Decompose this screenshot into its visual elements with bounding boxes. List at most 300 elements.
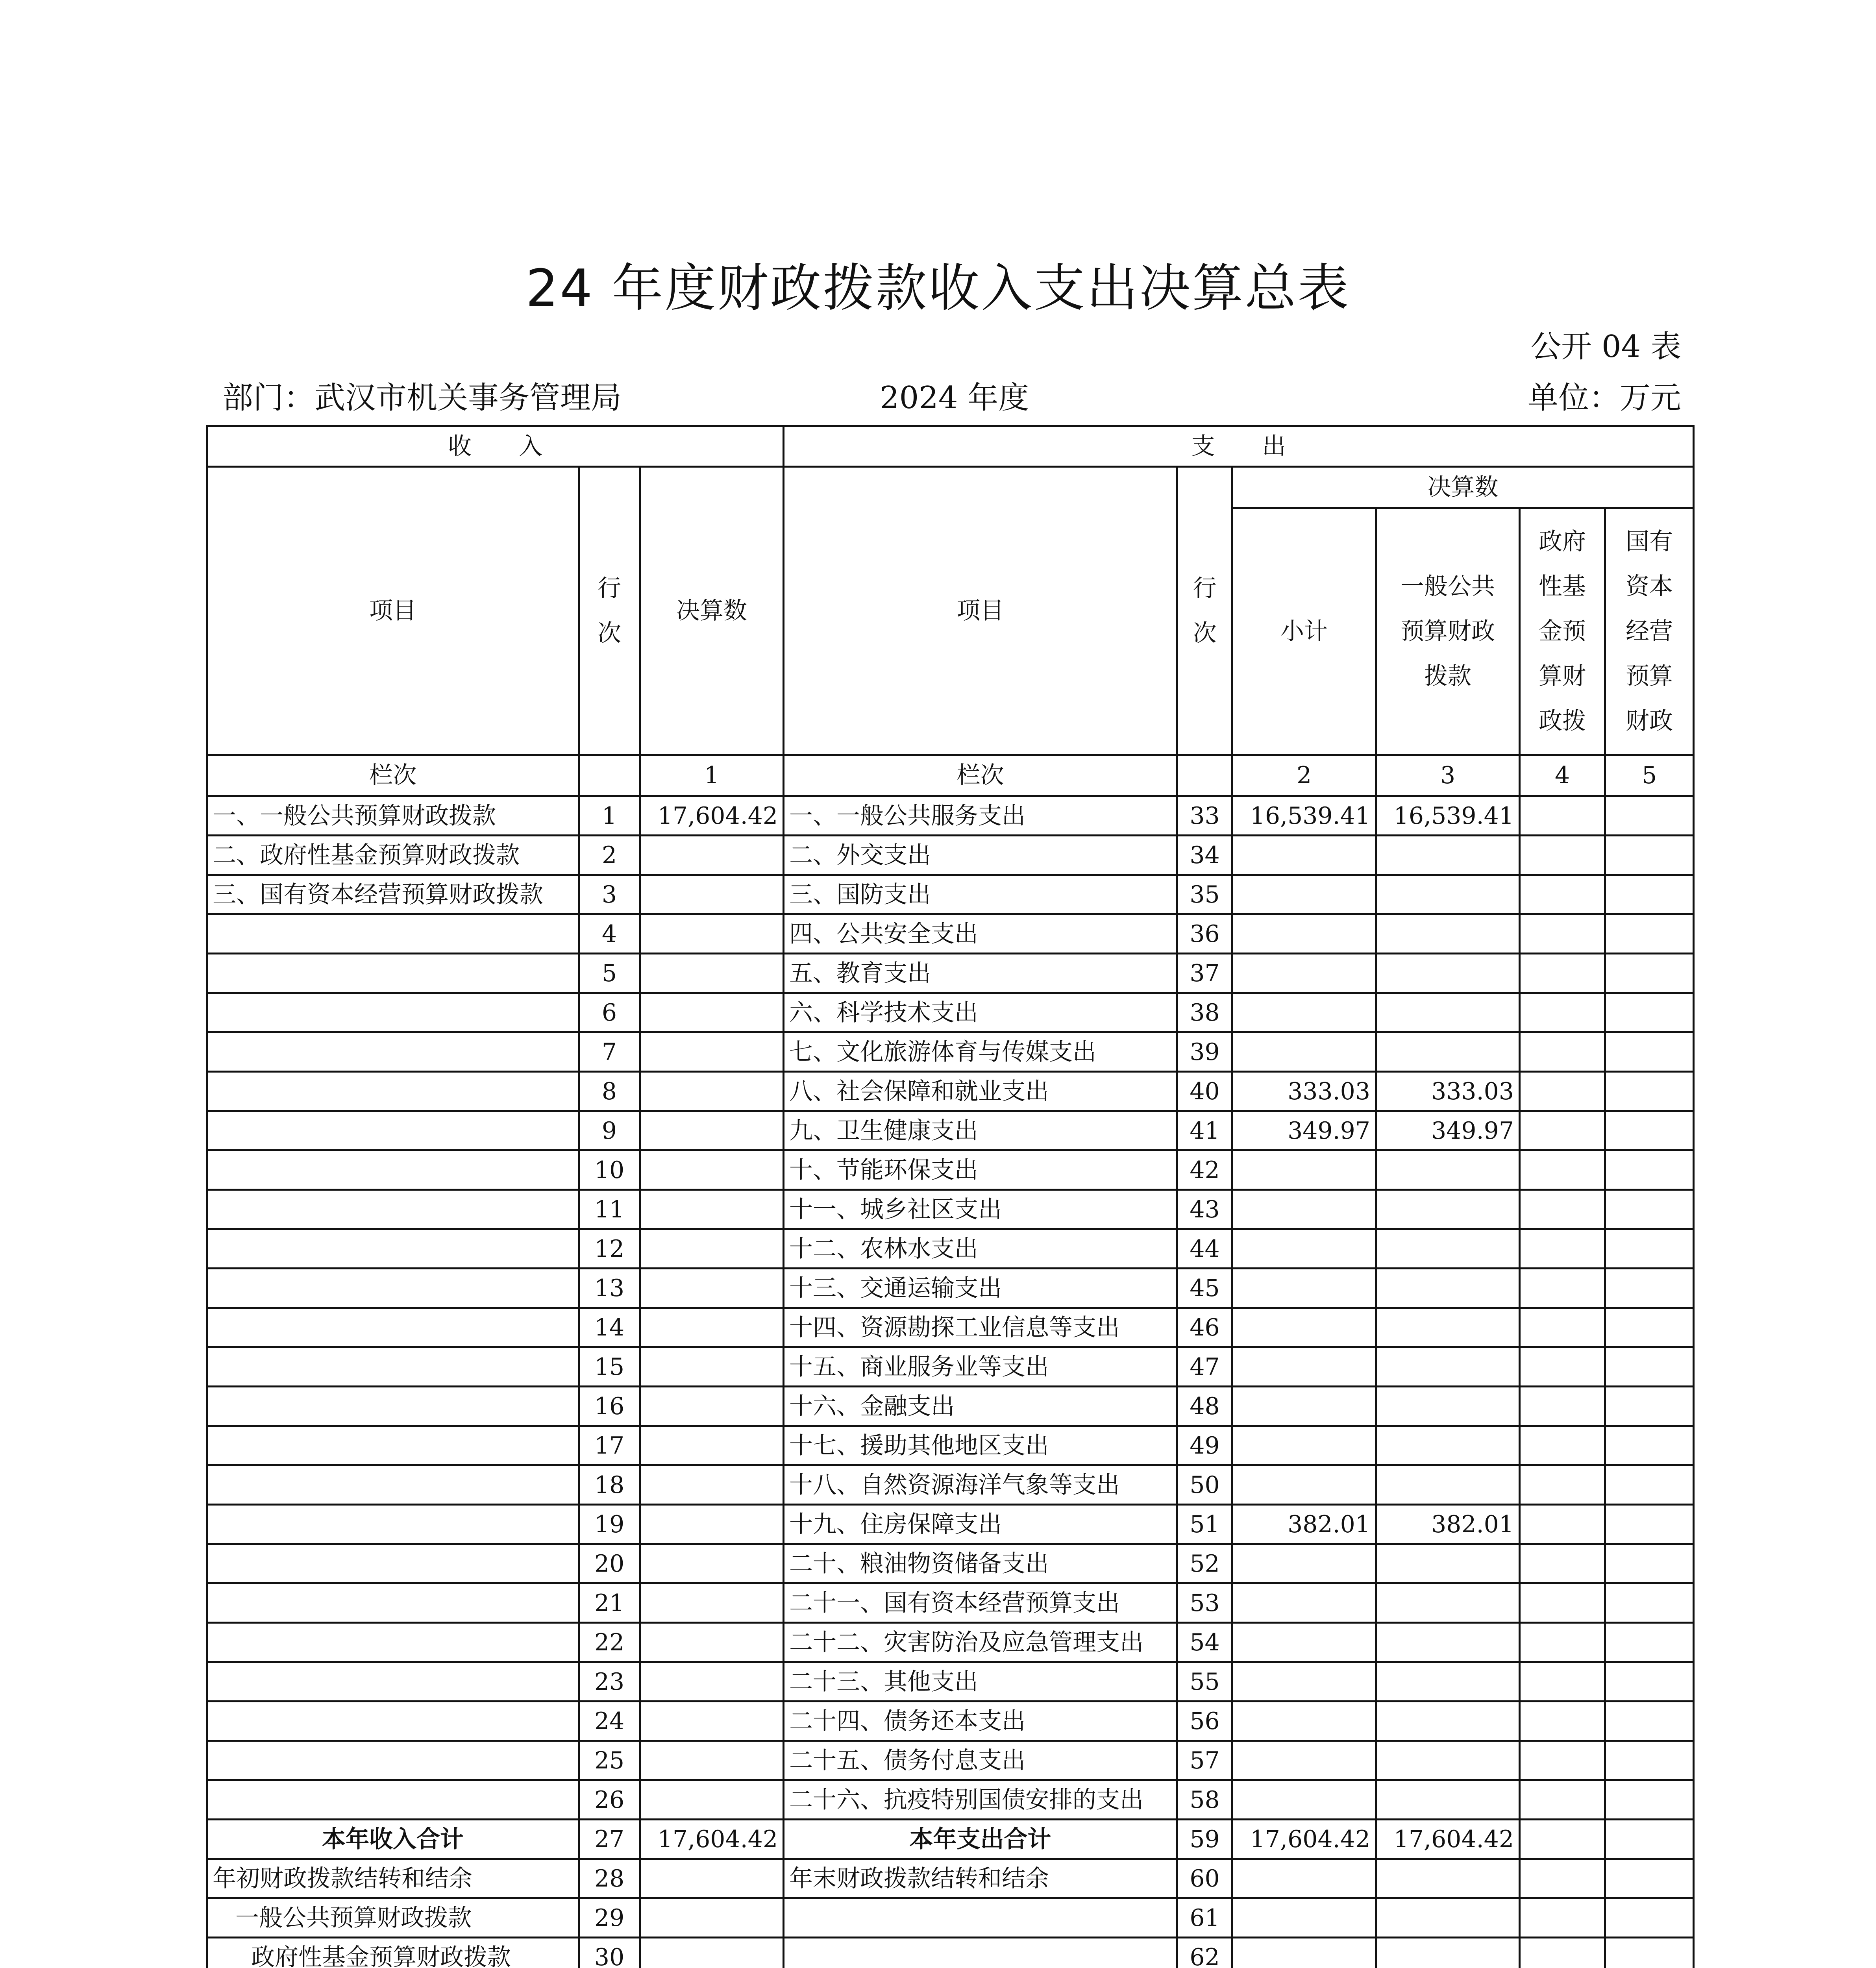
table-row bbox=[207, 1190, 1694, 1229]
expense-subtotal bbox=[1232, 1780, 1376, 1820]
expense-item: 十九、住房保障支出 bbox=[784, 1505, 1177, 1544]
blank-cell bbox=[1177, 755, 1232, 796]
expense-subtotal bbox=[1232, 836, 1376, 875]
expense-item: 十六、金融支出 bbox=[784, 1387, 1177, 1426]
expense-fund-budget bbox=[1520, 1308, 1605, 1347]
expense-fund-budget bbox=[1520, 1426, 1605, 1465]
expense-item: 三、国防支出 bbox=[784, 875, 1177, 914]
expense-fund-budget bbox=[1520, 836, 1605, 875]
expense-subtotal bbox=[1232, 1426, 1376, 1465]
income-row-no-header: 行 次 bbox=[579, 467, 640, 755]
blank-cell bbox=[640, 1898, 784, 1938]
expense-subtotal: 333.03 bbox=[1232, 1072, 1376, 1111]
income-amount bbox=[640, 1347, 784, 1387]
expense-state-capital bbox=[1605, 1229, 1694, 1269]
expense-item: 二十四、债务还本支出 bbox=[784, 1702, 1177, 1741]
income-row-no: 22 bbox=[579, 1623, 640, 1662]
income-item bbox=[207, 1229, 579, 1269]
income-row-no: 23 bbox=[579, 1662, 640, 1702]
expense-general-budget bbox=[1376, 1662, 1520, 1702]
expense-state-capital bbox=[1605, 1072, 1694, 1111]
expense-subtotal bbox=[1232, 875, 1376, 914]
expense-total-label: 本年支出合计 bbox=[784, 1820, 1177, 1859]
income-item bbox=[207, 1387, 579, 1426]
income-item bbox=[207, 1032, 579, 1072]
expense-row-no: 55 bbox=[1177, 1662, 1232, 1702]
expense-row-no: 54 bbox=[1177, 1623, 1232, 1662]
income-item bbox=[207, 1662, 579, 1702]
expense-row-no: 58 bbox=[1177, 1780, 1232, 1820]
expense-subtotal bbox=[1232, 1583, 1376, 1623]
expense-state-capital bbox=[1605, 796, 1694, 836]
subtotal-header: 小计 bbox=[1232, 508, 1376, 755]
expense-item: 十一、城乡社区支出 bbox=[784, 1190, 1177, 1229]
income-item bbox=[207, 1308, 579, 1347]
expense-row-no: 56 bbox=[1177, 1702, 1232, 1741]
expense-row-no: 51 bbox=[1177, 1505, 1232, 1544]
expense-state-capital bbox=[1605, 875, 1694, 914]
col-index-3: 3 bbox=[1376, 755, 1520, 796]
expense-subtotal bbox=[1232, 1387, 1376, 1426]
income-amount bbox=[640, 1544, 784, 1583]
expense-general-budget bbox=[1376, 1780, 1520, 1820]
income-row-no: 18 bbox=[579, 1465, 640, 1505]
expense-subtotal bbox=[1232, 1662, 1376, 1702]
expense-row-no: 41 bbox=[1177, 1111, 1232, 1150]
blank-cell bbox=[579, 755, 640, 796]
income-amount bbox=[640, 1662, 784, 1702]
expense-general-budget: 349.97 bbox=[1376, 1111, 1520, 1150]
carry-fund-out-no: 62 bbox=[1177, 1938, 1232, 1968]
expense-row-no: 44 bbox=[1177, 1229, 1232, 1269]
current-year-total-row bbox=[207, 1820, 1694, 1859]
expense-general-budget bbox=[1376, 1150, 1520, 1190]
income-row-no: 13 bbox=[579, 1269, 640, 1308]
expense-state-capital bbox=[1605, 1387, 1694, 1426]
income-amount bbox=[640, 1623, 784, 1662]
expense-fund-budget bbox=[1520, 914, 1605, 954]
expense-item: 十八、自然资源海洋气象等支出 bbox=[784, 1465, 1177, 1505]
carry-general-out-no: 61 bbox=[1177, 1898, 1232, 1938]
col-index-2: 2 bbox=[1232, 755, 1376, 796]
table-row bbox=[207, 1229, 1694, 1269]
income-total-amount: 17,604.42 bbox=[640, 1820, 784, 1859]
income-amount bbox=[640, 993, 784, 1032]
blank-cell bbox=[1605, 1898, 1694, 1938]
expense-row-no: 42 bbox=[1177, 1150, 1232, 1190]
expense-fund-budget bbox=[1520, 954, 1605, 993]
expense-fund-budget bbox=[1520, 1780, 1605, 1820]
blank-cell bbox=[1376, 1938, 1520, 1968]
expense-row-no: 38 bbox=[1177, 993, 1232, 1032]
expense-row-no: 45 bbox=[1177, 1269, 1232, 1308]
expense-item: 二十三、其他支出 bbox=[784, 1662, 1177, 1702]
expense-total-general: 17,604.42 bbox=[1376, 1820, 1520, 1859]
expense-state-capital bbox=[1605, 836, 1694, 875]
income-amount bbox=[640, 1229, 784, 1269]
income-col-label: 栏次 bbox=[207, 755, 579, 796]
income-item bbox=[207, 1780, 579, 1820]
income-row-no: 21 bbox=[579, 1583, 640, 1623]
expense-fund-budget bbox=[1520, 1662, 1605, 1702]
income-amount-header: 决算数 bbox=[640, 467, 784, 755]
expense-general-budget bbox=[1376, 1269, 1520, 1308]
blank-cell bbox=[1376, 1898, 1520, 1938]
income-amount bbox=[640, 1111, 784, 1150]
carry-general-label: 一般公共预算财政拨款 bbox=[207, 1898, 579, 1938]
state-capital-header: 国有 资本 经营 预算 财政 bbox=[1605, 508, 1694, 755]
expense-subtotal bbox=[1232, 914, 1376, 954]
settlement-header: 决算数 bbox=[1232, 467, 1694, 508]
expense-fund-budget bbox=[1520, 1583, 1605, 1623]
income-amount bbox=[640, 1387, 784, 1426]
expense-general-budget bbox=[1376, 1426, 1520, 1465]
table-row bbox=[207, 1308, 1694, 1347]
expense-fund-budget bbox=[1520, 1505, 1605, 1544]
income-row-no: 8 bbox=[579, 1072, 640, 1111]
expense-fund-budget bbox=[1520, 1465, 1605, 1505]
expense-fund-budget bbox=[1520, 1623, 1605, 1662]
expense-general-budget bbox=[1376, 1190, 1520, 1229]
expense-general-budget bbox=[1376, 836, 1520, 875]
expense-row-no: 39 bbox=[1177, 1032, 1232, 1072]
expense-subtotal bbox=[1232, 993, 1376, 1032]
income-amount bbox=[640, 1505, 784, 1544]
expense-general-budget bbox=[1376, 1387, 1520, 1426]
expense-item: 九、卫生健康支出 bbox=[784, 1111, 1177, 1150]
col-index-5: 5 bbox=[1605, 755, 1694, 796]
income-amount bbox=[640, 836, 784, 875]
form-number: 公开 04 表 bbox=[1530, 329, 1681, 364]
expense-state-capital bbox=[1605, 1505, 1694, 1544]
expense-item: 十二、农林水支出 bbox=[784, 1229, 1177, 1269]
carry-general-no: 29 bbox=[579, 1898, 640, 1938]
expense-total-no: 59 bbox=[1177, 1820, 1232, 1859]
table-row bbox=[207, 1032, 1694, 1072]
expense-state-capital bbox=[1605, 1662, 1694, 1702]
blank-cell bbox=[640, 1938, 784, 1968]
income-item-header: 项目 bbox=[207, 467, 579, 755]
expense-row-no: 33 bbox=[1177, 796, 1232, 836]
expense-item: 十三、交通运输支出 bbox=[784, 1269, 1177, 1308]
expense-general-budget bbox=[1376, 1465, 1520, 1505]
expense-general-budget bbox=[1376, 954, 1520, 993]
income-item bbox=[207, 1426, 579, 1465]
table-row bbox=[207, 993, 1694, 1032]
expense-subtotal bbox=[1232, 1032, 1376, 1072]
blank-cell bbox=[1520, 1820, 1605, 1859]
table-row bbox=[207, 1505, 1694, 1544]
carry-in-label: 年初财政拨款结转和结余 bbox=[207, 1859, 579, 1898]
expense-row-no: 48 bbox=[1177, 1387, 1232, 1426]
expense-row-no: 43 bbox=[1177, 1190, 1232, 1229]
expense-fund-budget bbox=[1520, 1229, 1605, 1269]
table-row bbox=[207, 1150, 1694, 1190]
blank-cell bbox=[640, 1859, 784, 1898]
expense-fund-budget bbox=[1520, 1072, 1605, 1111]
income-item bbox=[207, 954, 579, 993]
income-item: 二、政府性基金预算财政拨款 bbox=[207, 836, 579, 875]
table-row bbox=[207, 1465, 1694, 1505]
expense-subtotal bbox=[1232, 1150, 1376, 1190]
expense-item: 六、科学技术支出 bbox=[784, 993, 1177, 1032]
expense-item: 二十、粮油物资储备支出 bbox=[784, 1544, 1177, 1583]
income-row-no: 20 bbox=[579, 1544, 640, 1583]
income-amount bbox=[640, 1190, 784, 1229]
expense-row-no: 57 bbox=[1177, 1741, 1232, 1780]
expense-subtotal bbox=[1232, 954, 1376, 993]
expense-state-capital bbox=[1605, 1269, 1694, 1308]
expense-subtotal bbox=[1232, 1741, 1376, 1780]
expense-row-no: 36 bbox=[1177, 914, 1232, 954]
expense-row-no: 52 bbox=[1177, 1544, 1232, 1583]
expense-general-budget: 16,539.41 bbox=[1376, 796, 1520, 836]
expense-general-budget: 333.03 bbox=[1376, 1072, 1520, 1111]
expense-item: 二十二、灾害防治及应急管理支出 bbox=[784, 1623, 1177, 1662]
income-item bbox=[207, 993, 579, 1032]
expense-col-label: 栏次 bbox=[784, 755, 1177, 796]
expense-general-budget bbox=[1376, 1702, 1520, 1741]
expense-fund-budget bbox=[1520, 796, 1605, 836]
income-item bbox=[207, 1347, 579, 1387]
expense-general-budget: 382.01 bbox=[1376, 1505, 1520, 1544]
expense-row-no: 47 bbox=[1177, 1347, 1232, 1387]
carry-out-label: 年末财政拨款结转和结余 bbox=[784, 1859, 1177, 1898]
expense-subtotal bbox=[1232, 1229, 1376, 1269]
income-item bbox=[207, 1072, 579, 1111]
income-row-no: 16 bbox=[579, 1387, 640, 1426]
expense-item: 十七、援助其他地区支出 bbox=[784, 1426, 1177, 1465]
blank-cell bbox=[1232, 1898, 1376, 1938]
income-row-no: 3 bbox=[579, 875, 640, 914]
expense-state-capital bbox=[1605, 1780, 1694, 1820]
table-row bbox=[207, 1347, 1694, 1387]
expense-fund-budget bbox=[1520, 1269, 1605, 1308]
income-item bbox=[207, 1190, 579, 1229]
expense-subtotal bbox=[1232, 1190, 1376, 1229]
expense-fund-budget bbox=[1520, 875, 1605, 914]
expense-fund-budget bbox=[1520, 1190, 1605, 1229]
income-item bbox=[207, 1505, 579, 1544]
expense-item: 四、公共安全支出 bbox=[784, 914, 1177, 954]
income-item: 三、国有资本经营预算财政拨款 bbox=[207, 875, 579, 914]
expense-state-capital bbox=[1605, 1544, 1694, 1583]
income-amount bbox=[640, 875, 784, 914]
carryover-general-row bbox=[207, 1898, 1694, 1938]
income-item bbox=[207, 1544, 579, 1583]
expense-state-capital bbox=[1605, 1741, 1694, 1780]
table-row bbox=[207, 1072, 1694, 1111]
income-item: 一、一般公共预算财政拨款 bbox=[207, 796, 579, 836]
expense-item: 二十五、债务付息支出 bbox=[784, 1741, 1177, 1780]
income-amount bbox=[640, 1269, 784, 1308]
income-item bbox=[207, 1269, 579, 1308]
income-row-no: 19 bbox=[579, 1505, 640, 1544]
expense-item: 二十六、抗疫特别国债安排的支出 bbox=[784, 1780, 1177, 1820]
expense-subtotal bbox=[1232, 1702, 1376, 1741]
income-amount bbox=[640, 1426, 784, 1465]
income-row-no: 1 bbox=[579, 796, 640, 836]
carry-in-no: 28 bbox=[579, 1859, 640, 1898]
income-amount bbox=[640, 1741, 784, 1780]
income-row-no: 10 bbox=[579, 1150, 640, 1190]
expense-subtotal: 16,539.41 bbox=[1232, 796, 1376, 836]
expense-total-subtotal: 17,604.42 bbox=[1232, 1820, 1376, 1859]
income-row-no: 17 bbox=[579, 1426, 640, 1465]
income-amount bbox=[640, 914, 784, 954]
general-budget-header: 一般公共 预算财政 拨款 bbox=[1376, 508, 1520, 755]
table-row bbox=[207, 875, 1694, 914]
blank-cell bbox=[1232, 1859, 1376, 1898]
expense-general-budget bbox=[1376, 875, 1520, 914]
income-amount bbox=[640, 1308, 784, 1347]
income-amount bbox=[640, 1780, 784, 1820]
expense-state-capital bbox=[1605, 1190, 1694, 1229]
fund-budget-header: 政府 性基 金预 算财 政拨 bbox=[1520, 508, 1605, 755]
expense-row-no: 34 bbox=[1177, 836, 1232, 875]
header-row-settlement bbox=[207, 467, 1694, 508]
expense-state-capital bbox=[1605, 1623, 1694, 1662]
expense-item: 七、文化旅游体育与传媒支出 bbox=[784, 1032, 1177, 1072]
expense-item: 十五、商业服务业等支出 bbox=[784, 1347, 1177, 1387]
expense-state-capital bbox=[1605, 1032, 1694, 1072]
table-row bbox=[207, 1269, 1694, 1308]
table-row bbox=[207, 1111, 1694, 1150]
year-label: 2024 年度 bbox=[880, 380, 1029, 416]
table-row bbox=[207, 1780, 1694, 1820]
blank-cell bbox=[1232, 1938, 1376, 1968]
income-row-no: 11 bbox=[579, 1190, 640, 1229]
carryover-fund-row bbox=[207, 1938, 1694, 1968]
blank-cell bbox=[1520, 1859, 1605, 1898]
expense-state-capital bbox=[1605, 1111, 1694, 1150]
expense-fund-budget bbox=[1520, 1347, 1605, 1387]
income-amount bbox=[640, 1583, 784, 1623]
blank-cell bbox=[784, 1938, 1177, 1968]
expense-row-no: 46 bbox=[1177, 1308, 1232, 1347]
income-row-no: 2 bbox=[579, 836, 640, 875]
expense-general-budget bbox=[1376, 1544, 1520, 1583]
income-section-header: 收 入 bbox=[207, 426, 784, 467]
income-item bbox=[207, 1623, 579, 1662]
income-row-no: 5 bbox=[579, 954, 640, 993]
expense-fund-budget bbox=[1520, 1544, 1605, 1583]
expense-general-budget bbox=[1376, 1229, 1520, 1269]
expense-item: 五、教育支出 bbox=[784, 954, 1177, 993]
expense-subtotal bbox=[1232, 1465, 1376, 1505]
expense-item: 十四、资源勘探工业信息等支出 bbox=[784, 1308, 1177, 1347]
income-row-no: 24 bbox=[579, 1702, 640, 1741]
expense-fund-budget bbox=[1520, 1387, 1605, 1426]
income-item bbox=[207, 1583, 579, 1623]
table-row bbox=[207, 1583, 1694, 1623]
expense-fund-budget bbox=[1520, 993, 1605, 1032]
carry-fund-label: 政府性基金预算财政拨款 bbox=[207, 1938, 579, 1968]
table-row bbox=[207, 914, 1694, 954]
income-amount bbox=[640, 954, 784, 993]
income-amount bbox=[640, 1702, 784, 1741]
expense-subtotal: 382.01 bbox=[1232, 1505, 1376, 1544]
income-row-no: 6 bbox=[579, 993, 640, 1032]
table-row bbox=[207, 1702, 1694, 1741]
header-row-sections bbox=[207, 426, 1694, 467]
expense-state-capital bbox=[1605, 954, 1694, 993]
budget-summary-table bbox=[206, 425, 1695, 1968]
income-amount bbox=[640, 1465, 784, 1505]
page-title: 24 年度财政拨款收入支出决算总表 bbox=[525, 258, 1351, 318]
expense-row-no: 37 bbox=[1177, 954, 1232, 993]
blank-cell bbox=[1605, 1859, 1694, 1898]
table-row bbox=[207, 954, 1694, 993]
income-item bbox=[207, 1465, 579, 1505]
department-label: 部门：武汉市机关事务管理局 bbox=[222, 380, 622, 416]
expense-subtotal bbox=[1232, 1308, 1376, 1347]
income-row-no: 9 bbox=[579, 1111, 640, 1150]
expense-subtotal bbox=[1232, 1623, 1376, 1662]
col-index-4: 4 bbox=[1520, 755, 1605, 796]
blank-cell bbox=[784, 1898, 1177, 1938]
table-row bbox=[207, 1741, 1694, 1780]
income-item bbox=[207, 1150, 579, 1190]
expense-subtotal bbox=[1232, 1544, 1376, 1583]
table-row bbox=[207, 1426, 1694, 1465]
blank-cell bbox=[1520, 1898, 1605, 1938]
table-row bbox=[207, 1387, 1694, 1426]
expense-general-budget bbox=[1376, 1583, 1520, 1623]
income-item bbox=[207, 1111, 579, 1150]
expense-state-capital bbox=[1605, 914, 1694, 954]
income-amount bbox=[640, 1032, 784, 1072]
expense-general-budget bbox=[1376, 993, 1520, 1032]
blank-cell bbox=[1605, 1938, 1694, 1968]
expense-subtotal bbox=[1232, 1347, 1376, 1387]
expense-general-budget bbox=[1376, 1623, 1520, 1662]
expense-state-capital bbox=[1605, 1347, 1694, 1387]
carry-fund-no: 30 bbox=[579, 1938, 640, 1968]
expense-general-budget bbox=[1376, 1308, 1520, 1347]
table-row bbox=[207, 796, 1694, 836]
expense-row-no: 50 bbox=[1177, 1465, 1232, 1505]
column-index-row bbox=[207, 755, 1694, 796]
expense-fund-budget bbox=[1520, 1032, 1605, 1072]
income-row-no: 7 bbox=[579, 1032, 640, 1072]
income-amount bbox=[640, 1150, 784, 1190]
expense-item: 二十一、国有资本经营预算支出 bbox=[784, 1583, 1177, 1623]
income-amount: 17,604.42 bbox=[640, 796, 784, 836]
expense-state-capital bbox=[1605, 993, 1694, 1032]
expense-state-capital bbox=[1605, 1308, 1694, 1347]
expense-fund-budget bbox=[1520, 1150, 1605, 1190]
blank-cell bbox=[1605, 1820, 1694, 1859]
expense-item: 一、一般公共服务支出 bbox=[784, 796, 1177, 836]
income-amount bbox=[640, 1072, 784, 1111]
col-index-1: 1 bbox=[640, 755, 784, 796]
expense-state-capital bbox=[1605, 1702, 1694, 1741]
expense-row-no-header: 行 次 bbox=[1177, 467, 1232, 755]
expense-general-budget bbox=[1376, 914, 1520, 954]
expense-state-capital bbox=[1605, 1426, 1694, 1465]
table-row bbox=[207, 1544, 1694, 1583]
income-row-no: 26 bbox=[579, 1780, 640, 1820]
expense-general-budget bbox=[1376, 1741, 1520, 1780]
income-item bbox=[207, 1702, 579, 1741]
income-total-no: 27 bbox=[579, 1820, 640, 1859]
income-item bbox=[207, 914, 579, 954]
table-row bbox=[207, 1623, 1694, 1662]
expense-row-no: 35 bbox=[1177, 875, 1232, 914]
expense-general-budget bbox=[1376, 1347, 1520, 1387]
blank-cell bbox=[1376, 1859, 1520, 1898]
